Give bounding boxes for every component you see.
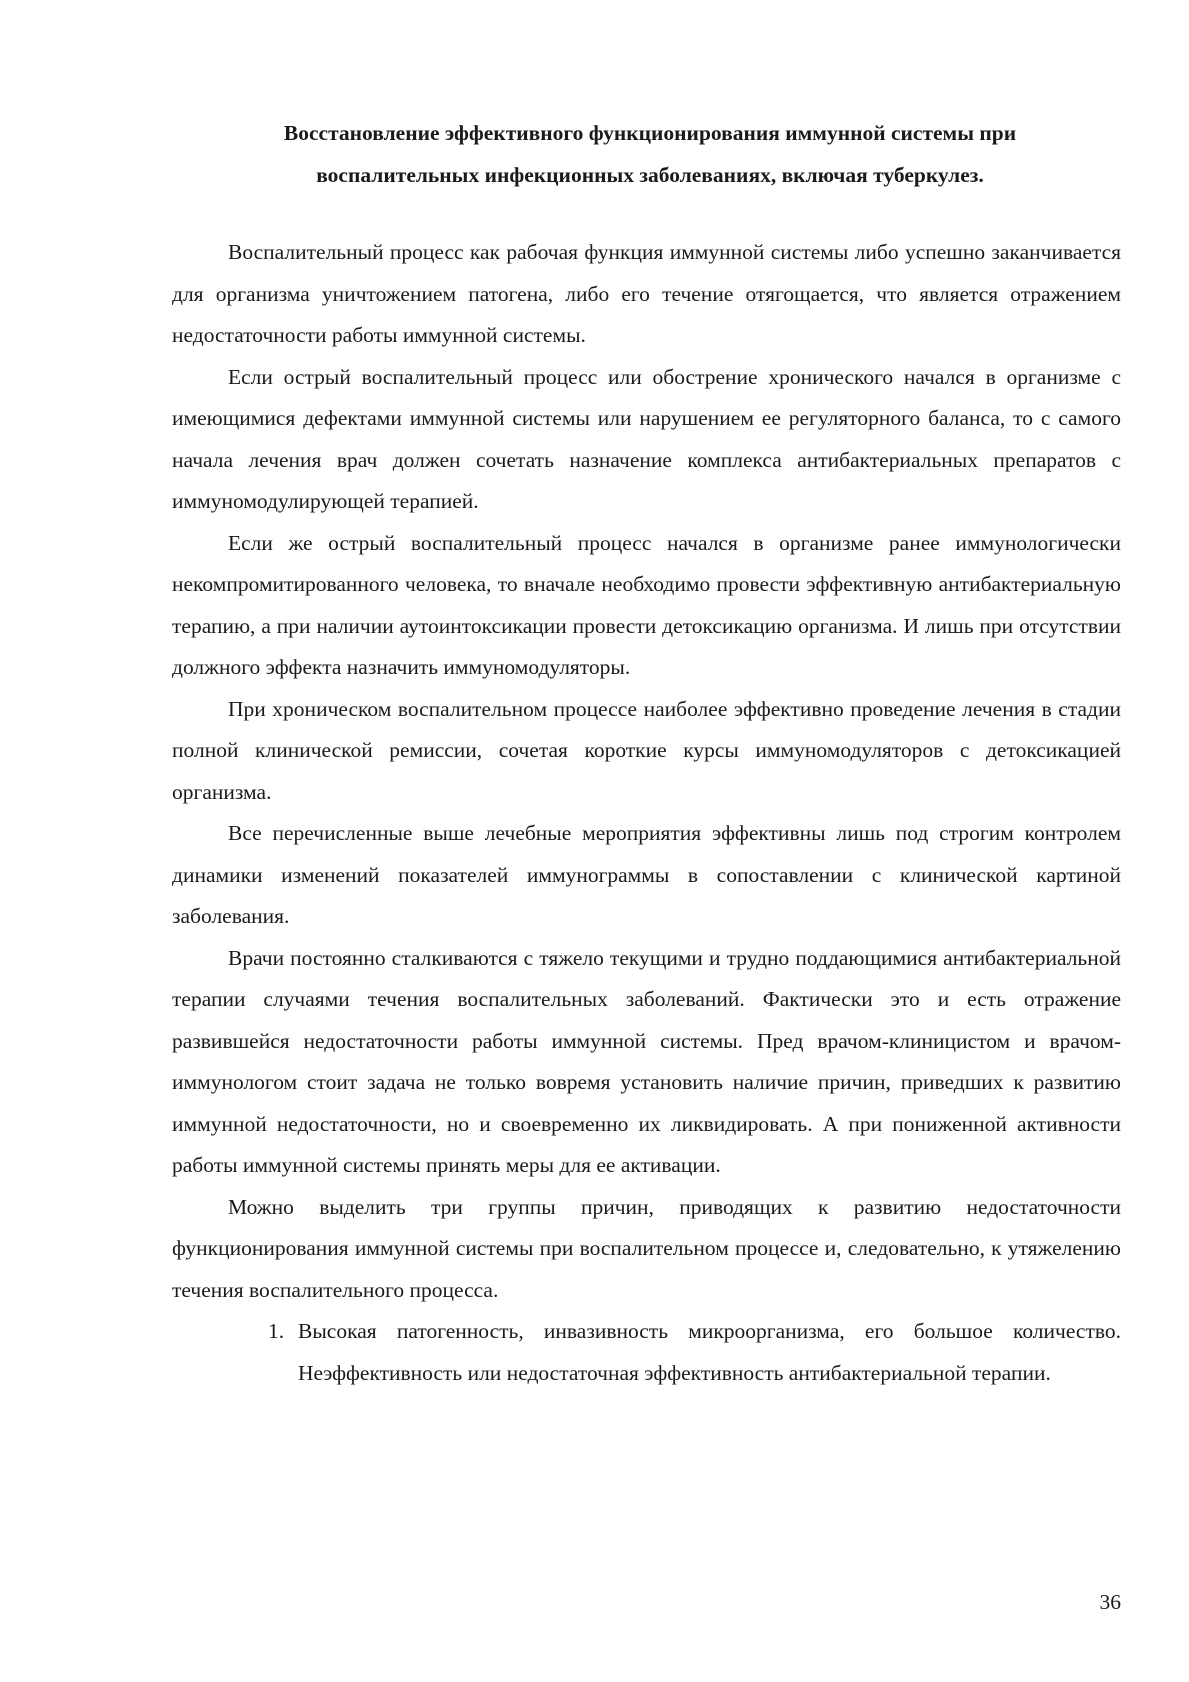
numbered-list	[172, 1311, 1121, 1394]
paragraph: Воспалительный процесс как рабочая функция иммунной системы либо успешно заканчивается для организма уничтожением патогена, либо его течение отягощается, что является отражением недостаточности работы иммунной системы.	[172, 240, 1121, 347]
paragraph: Все перечисленные выше лечебные мероприятия эффективны лишь под строгим контролем динамики изменений показателей иммунограммы в сопоставлении с клинической картиной заболевания.	[172, 821, 1121, 928]
paragraph: Можно выделить три группы причин, приводящих к развитию недостаточности функционирования иммунной системы при воспалительном процессе и, следовательно, к утяжелению течения воспалительного процесса.	[172, 1194, 1121, 1302]
paragraph: Врачи постоянно сталкиваются с тяжело текущими и трудно поддающимися антибактериальной терапии случаями течения воспалительных заболеваний. Фактически это и есть отражение развившейся недостаточности работы иммунной системы. Пред врачом-клиницистом и врачом-иммунологом стоит задача не только вовремя установить наличие причин, приведших к развитию иммунной недостаточности, но и своевременно их ликвидировать. А при пониженной активности работы иммунной системы принять меры для ее активации.	[172, 945, 1121, 1177]
document-title	[100, 112, 1189, 196]
document-body	[172, 232, 1121, 1394]
paragraph: Если же острый воспалительный процесс начался в организме ранее иммунологически некомпромитированного человека, то вначале необходимо провести эффективную антибактериальную терапию, а при наличии аутоинтоксикации провести детоксикацию организма. И лишь при отсутствии должного эффекта назначить иммуномодуляторы.	[172, 530, 1121, 679]
list-item-text: Высокая патогенность, инвазивность микроорганизма, его большое количество. Неэффективность или недостаточная эффективность антибактериальной терапии.	[298, 1319, 1121, 1385]
paragraph: При хроническом воспалительном процессе наиболее эффективно проведение лечения в стадии полной клинической ремиссии, сочетая короткие курсы иммуномодуляторов с детоксикацией организма.	[172, 696, 1121, 804]
page-number: 36	[1099, 1590, 1121, 1614]
list-item-number: 1.	[268, 1319, 285, 1343]
title-line-2: воспалительных инфекционных заболеваниях, включая туберкулез.	[316, 163, 984, 187]
paragraph: Если острый воспалительный процесс или обострение хронического начался в организме с имеющимися дефектами иммунной системы или нарушением ее регуляторного баланса, то с самого начала лечения врач должен сочетать назначение комплекса антибактериальных препаратов с иммуномодулирующей терапией.	[172, 364, 1121, 513]
list-item	[268, 1311, 1121, 1394]
title-line-1: Восстановление эффективного функционирования иммунной системы при	[283, 121, 1017, 145]
